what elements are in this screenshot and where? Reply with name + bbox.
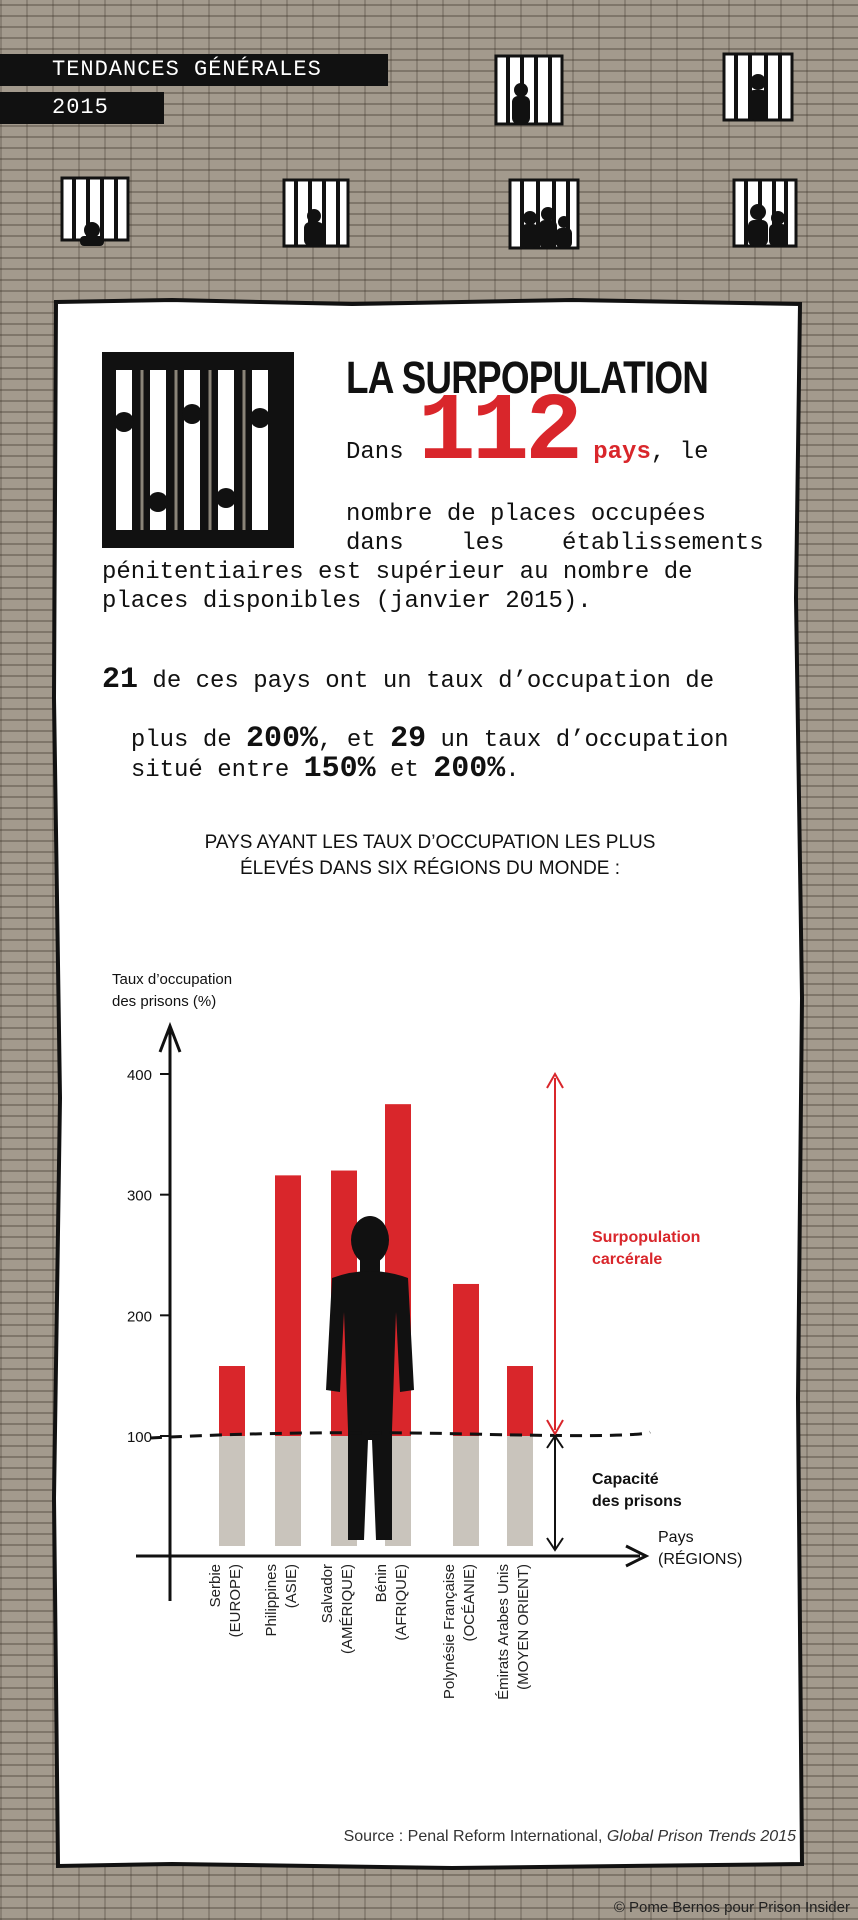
y-axis-label-1: Taux d’occupation (112, 971, 233, 988)
stats-text-1: de ces pays ont un taux d’occupation de (138, 668, 715, 695)
stat-200-pct: 200% (246, 722, 319, 756)
x-axis-label-2: (RÉGIONS) (658, 1551, 743, 1568)
y-axis-label-2: des prisons (%) (112, 993, 217, 1010)
capacity-bar-5 (453, 1436, 479, 1546)
stats-text-5: situé entre (130, 757, 304, 784)
x-axis-label-1: Pays (658, 1529, 694, 1546)
stats-line-1 (102, 663, 715, 697)
overcrowding-bar-1 (219, 1366, 245, 1436)
page-title: LA SURPOPULATION (346, 352, 709, 403)
prison-bars-illustration (102, 352, 294, 548)
intro-line-4: pénitentiaires est supérieur au nombre de (102, 559, 693, 586)
y-tick-label-200: 200 (126, 1308, 152, 1326)
surpop-label-1: Surpopulation (592, 1229, 701, 1246)
header-banner-year: 2015 (0, 92, 164, 124)
capacity-label-1: Capacité (592, 1471, 659, 1488)
stats-text-3: , et (318, 727, 391, 754)
category-label-1-2: (EUROPE) (227, 1564, 244, 1638)
capacity-bar-6 (507, 1436, 533, 1546)
stat-21: 21 (102, 663, 139, 697)
intro-line-3: dans les établissements (346, 530, 764, 557)
source-prefix: Source : Penal Reform International, (343, 1828, 607, 1845)
prison-window-6 (732, 178, 798, 250)
prison-window-5 (508, 178, 580, 250)
intro-prefix: Dans (346, 439, 404, 466)
stat-29: 29 (390, 722, 427, 756)
overcrowding-bar-2 (275, 1175, 301, 1436)
overcrowding-bar-5 (453, 1284, 479, 1436)
credit-note: © Pome Bernos pour Prison Insider (613, 1899, 850, 1916)
category-label-5-1: Polynésie Française (441, 1564, 458, 1700)
y-tick-label-300: 300 (126, 1187, 152, 1205)
chart-heading-line-2: ÉLEVÉS DANS SIX RÉGIONS DU MONDE : (239, 858, 621, 879)
source-title: Global Prison Trends 2015 (606, 1828, 796, 1845)
y-tick-label-400: 400 (126, 1067, 152, 1084)
occupancy-chart (0, 960, 858, 1740)
prison-window-3 (60, 176, 130, 248)
chart-heading (120, 830, 740, 882)
stats-line-3 (102, 726, 520, 785)
capacity-bar-1 (219, 1436, 245, 1546)
prison-window-4 (282, 178, 350, 248)
intro-line1-rest: , le (650, 439, 709, 466)
header-banner-title: TENDANCES GÉNÉRALES (0, 54, 388, 86)
category-label-3-2: (AMÉRIQUE) (339, 1564, 356, 1654)
stat-150-pct: 150% (303, 752, 376, 786)
category-label-6-1: Émirats Arabes Unis (495, 1564, 512, 1700)
intro-line-5: places disponibles (janvier 2015). (102, 588, 592, 615)
category-label-4-1: Bénin (373, 1564, 390, 1603)
capacity-bar-2 (275, 1436, 301, 1546)
capacity-label-2: des prisons (592, 1493, 682, 1510)
category-label-4-2: (AFRIQUE) (393, 1564, 410, 1641)
intro-line-2: nombre de places occupées (346, 501, 707, 528)
category-label-5-2: (OCÉANIE) (461, 1564, 478, 1642)
prison-window-2 (722, 52, 794, 122)
category-label-2-2: (ASIE) (283, 1564, 300, 1609)
pays-word: pays (593, 439, 651, 466)
y-tick-label-100: 100 (126, 1429, 152, 1446)
stat-200-pct-2: 200% (433, 752, 506, 786)
category-label-2-1: Philippines (263, 1564, 280, 1637)
stats-text-2: plus de (130, 727, 247, 754)
category-label-1-1: Serbie (207, 1564, 224, 1608)
category-label-6-2: (MOYEN ORIENT) (515, 1564, 532, 1690)
surpop-label-2: carcérale (592, 1251, 663, 1268)
category-label-3-1: Salvador (319, 1564, 336, 1624)
source-note (344, 1828, 796, 1846)
stats-text-4: un taux d’occupation (426, 727, 729, 754)
stats-text-6: et (375, 757, 434, 784)
chart-heading-line-1: PAYS AYANT LES TAUX D’OCCUPATION LES PLUS (204, 832, 656, 853)
overcrowding-bar-6 (507, 1366, 533, 1436)
big-number-112: 112 (418, 378, 579, 487)
prison-window-1 (494, 54, 564, 126)
stats-text-7: . (505, 757, 520, 784)
intro-line-1 (346, 378, 709, 487)
